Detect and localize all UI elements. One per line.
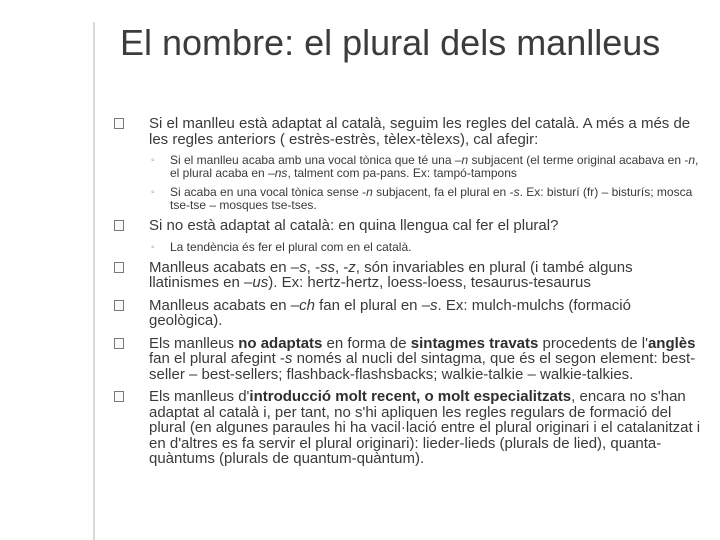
bullet-box-icon bbox=[114, 220, 124, 231]
sub-bullet-text bbox=[170, 240, 411, 254]
bullet-item bbox=[114, 218, 704, 234]
text-run: Si el manlleu acaba amb una vocal tònica que té una – bbox=[170, 153, 462, 167]
bullet-text bbox=[149, 259, 633, 292]
bullet-text bbox=[149, 388, 700, 467]
text-run: Els manlleus d' bbox=[149, 388, 250, 405]
text-run: , - bbox=[334, 258, 349, 276]
italic-text: us bbox=[252, 274, 269, 291]
bold-text: introducció molt recent, o molt especialitzats bbox=[249, 388, 572, 405]
text-run: , - bbox=[306, 258, 320, 276]
sub-bullet-text bbox=[170, 185, 692, 212]
text-run: només al nucli del sintagma, que és el segon element: best-seller – best-sellers; flashback-flashsbacks; walkie-talkie – walkie-talkies. bbox=[149, 350, 696, 383]
text-run: procedents de l' bbox=[538, 334, 648, 352]
bullet-item bbox=[114, 298, 704, 329]
text-run: en forma de bbox=[322, 334, 411, 352]
italic-text: z bbox=[348, 258, 356, 276]
bullet-box-icon bbox=[114, 300, 124, 311]
text-run: fan el plural en – bbox=[314, 296, 431, 314]
bullet-item bbox=[114, 389, 704, 467]
italic-text: s bbox=[284, 350, 293, 367]
bullet-box-icon bbox=[114, 338, 124, 349]
text-run: Els manlleus bbox=[149, 334, 239, 352]
text-run: Si acaba en una vocal tònica sense - bbox=[170, 185, 367, 199]
bullet-item bbox=[114, 336, 704, 383]
bullet-box-icon bbox=[114, 262, 124, 273]
bullet-box-icon bbox=[114, 391, 124, 402]
text-run: La tendència és fer el plural com en el català. bbox=[170, 239, 412, 254]
text-run: ). Ex: hertz-hertz, loess-loess, tesaurus-tesaurus bbox=[268, 274, 591, 291]
sub-bullet-item bbox=[114, 186, 704, 212]
text-run: Si no està adaptat al català: en quina llengua cal fer el plural? bbox=[149, 217, 559, 234]
bullet-text bbox=[149, 297, 631, 330]
italic-text: ss bbox=[319, 258, 335, 276]
slide-title: El nombre: el plural dels manlleus bbox=[120, 22, 661, 63]
sub-bullet-item bbox=[114, 241, 704, 254]
text-run: . Ex: mulch-mulchs (formació geològica). bbox=[149, 296, 631, 329]
text-run: , el plural acaba en – bbox=[170, 153, 699, 180]
italic-text: ns bbox=[274, 166, 288, 180]
sub-bullet-text bbox=[170, 153, 698, 180]
bullet-text bbox=[149, 217, 558, 234]
bullet-text bbox=[149, 115, 690, 148]
text-run: , són invariables en plural (i també alguns llatinismes en – bbox=[149, 258, 633, 291]
italic-text: ch bbox=[299, 296, 315, 314]
sub-bullet-circle-icon: ◦ bbox=[151, 187, 155, 198]
text-run: Manlleus acabats en – bbox=[149, 258, 300, 276]
text-run: Manlleus acabats en – bbox=[149, 296, 300, 314]
text-run: subjacent, fa el plural en - bbox=[372, 185, 514, 199]
left-vertical-rule bbox=[93, 22, 95, 540]
bullet-item bbox=[114, 116, 704, 147]
bullet-item bbox=[114, 260, 704, 291]
text-run: . Ex: bisturí (fr) – bisturís; mosca tse-tse – mosques tse-tses. bbox=[170, 185, 693, 212]
italic-text: s bbox=[513, 185, 520, 199]
text-run: Si el manlleu està adaptat al català, seguim les regles del català. A més a més de les regles anteriors ( estrès-estrès, tèlex-tèlexs), cal afegir: bbox=[149, 115, 691, 148]
bullet-box-icon bbox=[114, 118, 124, 129]
italic-text: s bbox=[430, 296, 438, 314]
text-run: fan el plural afegint - bbox=[149, 350, 285, 367]
italic-text: n bbox=[461, 153, 469, 167]
sub-bullet-circle-icon: ◦ bbox=[151, 241, 155, 253]
italic-text: n bbox=[366, 185, 373, 199]
bold-text: sintagmes travats bbox=[410, 334, 539, 352]
sub-bullet-item bbox=[114, 154, 704, 180]
text-run: subjacent (el terme original acabava en - bbox=[468, 153, 689, 167]
sub-bullet-circle-icon: ◦ bbox=[151, 155, 155, 166]
bold-text: no adaptats bbox=[238, 334, 323, 352]
bullet-text bbox=[149, 335, 695, 383]
text-run: , talment com pa-pans. Ex: tampó-tampons bbox=[287, 166, 517, 180]
italic-text: s bbox=[299, 258, 307, 276]
text-run: , encara no s'han adaptat al català i, per tant, no s'hi apliquen les regles regulars de formació del plural (en algunes paraules hi ha vacil·lació entre el plural originari i el catalanitzat i en d'altres es fa servir el plural originari): lieder-lieds (plurals de lied), quanta-quàntums (plurals de quantum-quàntum). bbox=[149, 388, 701, 467]
italic-text: n bbox=[688, 153, 696, 167]
bold-text: anglès bbox=[647, 334, 696, 352]
slide-body bbox=[114, 116, 704, 474]
